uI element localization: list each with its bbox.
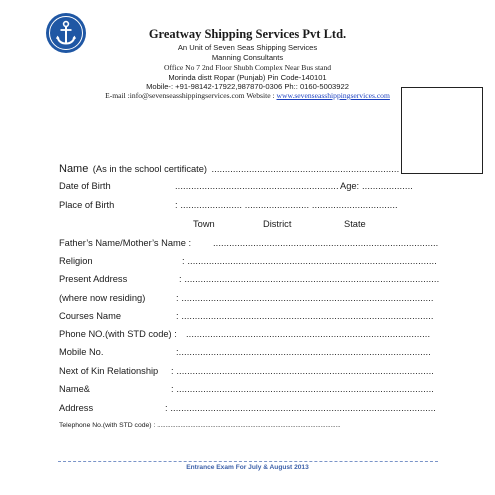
residing-field[interactable]: : .............................................................................................. <box>176 293 434 303</box>
website-label: Website : <box>246 91 275 100</box>
kin-name-label: Name& <box>59 384 91 394</box>
telephone-row <box>59 422 341 429</box>
footer-divider <box>58 461 438 462</box>
name-field[interactable]: ...................................................................... <box>211 164 400 174</box>
state-label: State <box>344 219 366 229</box>
name-label: Name <box>59 163 89 175</box>
district-address: Morinda distt Ropar (Punjab) Pin Code-140101 <box>168 73 327 82</box>
address-field[interactable]: : ................................................................................................... <box>165 403 436 413</box>
website-link[interactable]: www.sevenseasshippingservices.com <box>276 91 390 100</box>
pob-field[interactable]: : ....................... ........................ ................................ <box>175 200 398 210</box>
mobile-field[interactable]: :.............................................................................................. <box>176 347 431 357</box>
dob-field[interactable]: ............................................................. <box>175 181 339 191</box>
name-hint: (As in the school certificate) <box>92 164 207 174</box>
next-of-kin-field[interactable]: : ................................................................................................ <box>171 366 434 376</box>
company-name: Greatway Shipping Services Pvt Ltd. <box>148 27 347 41</box>
company-unit: An Unit of Seven Seas Shipping Services <box>177 43 318 52</box>
parent-name-label: Father’s Name/Mother’s Name : <box>59 238 192 248</box>
telephone-field[interactable]: .............................................................................................................. <box>157 423 341 429</box>
phone-label: Phone NO.(with STD code) : <box>59 329 177 339</box>
town-label: Town <box>193 219 215 229</box>
kin-name-field[interactable]: : ................................................................................................ <box>171 384 434 394</box>
age-field[interactable]: ................... <box>362 181 413 191</box>
name-row <box>59 159 399 177</box>
photo-box[interactable] <box>401 87 483 174</box>
phone-field[interactable]: ........................................................................................... <box>186 329 431 339</box>
residing-label: (where now residing) <box>59 293 146 303</box>
office-address: Office No 7 2nd Floor Shubh Complex Near Bus stand <box>163 63 332 72</box>
phone-numbers: Mobile-: +91-98142-17922,987870-0306 Ph:: 0160-5003922 <box>146 82 349 91</box>
courses-field[interactable]: : .............................................................................................. <box>176 311 434 321</box>
religion-label: Religion <box>59 256 93 266</box>
pob-label: Place of Birth <box>59 200 115 210</box>
district-label: District <box>263 219 292 229</box>
dob-label: Date of Birth <box>59 181 111 191</box>
company-tagline: Manning Consultants <box>211 53 284 62</box>
mobile-label: Mobile No. <box>59 347 104 357</box>
courses-label: Courses Name <box>59 311 122 321</box>
next-of-kin-label: Next of Kin Relationship <box>59 366 159 376</box>
address-label: Address <box>59 403 94 413</box>
present-address-field[interactable]: : ............................................................................................... <box>179 274 440 284</box>
email-text: E-mail :info@sevenseasshippingservices.com <box>105 91 245 100</box>
footer-text: Entrance Exam For July & August 2013 <box>186 464 309 471</box>
present-address-label: Present Address <box>59 274 128 284</box>
parent-name-field[interactable]: .................................................................................... <box>213 238 439 248</box>
age-label: Age: <box>340 181 360 191</box>
religion-field[interactable]: : ............................................................................................. <box>182 256 437 266</box>
telephone-label: Telephone No.(with STD code) : <box>59 422 156 429</box>
